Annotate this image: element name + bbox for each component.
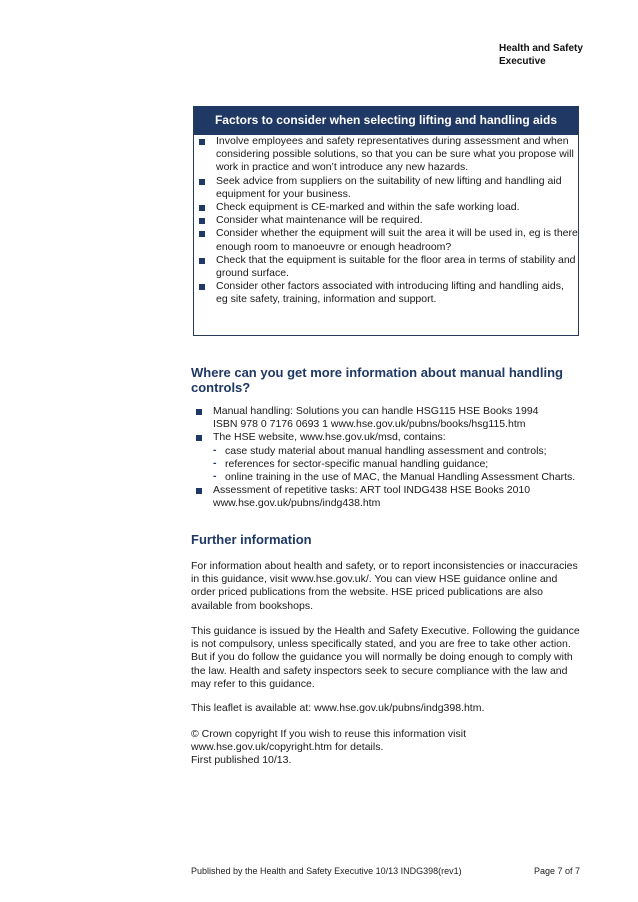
website-contents-item: - online training in the use of MAC, the Manual Handling Assessment Charts. xyxy=(213,471,591,484)
organisation-name-line1: Health and Safety xyxy=(499,43,583,54)
more-info-list xyxy=(191,405,591,511)
factors-list-item: Consider whether the equipment will suit the area it will be used in, eg is there enough room to manoeuvre or enough headroom? xyxy=(194,227,578,253)
more-info-item-art-tool xyxy=(191,484,591,510)
factors-list-item: Check that the equipment is suitable for the floor area in terms of stability and ground surface. xyxy=(194,254,578,280)
organisation-name xyxy=(499,42,583,68)
factors-list-item: Consider what maintenance will be required. xyxy=(194,214,578,227)
hsg115-title: Manual handling: Solutions you can handle HSG115 HSE Books 1994 xyxy=(213,405,539,417)
hsg115-isbn-link[interactable]: ISBN 978 0 7176 0693 1 www.hse.gov.uk/pubns/books/hsg115.htm xyxy=(213,418,526,431)
factors-box xyxy=(193,106,579,336)
page-number: Page 7 of 7 xyxy=(533,866,580,876)
guidance-status-paragraph: This guidance is issued by the Health and Safety Executive. Following the guidance is not compulsory, unless specifically stated, and you are free to take other action. But if you do follow the guidance you will normally be doing enough to comply with the law. Health and safety inspectors seek to secure compliance with the law and may refer to this guidance. xyxy=(191,625,580,690)
website-contents-list xyxy=(213,445,591,485)
publisher-info: Published by the Health and Safety Executive 10/13 INDG398(rev1) xyxy=(191,866,462,876)
factors-box-title: Factors to consider when selecting lifting and handling aids xyxy=(194,106,578,135)
art-tool-title: Assessment of repetitive tasks: ART tool INDG438 HSE Books 2010 xyxy=(213,484,531,497)
organisation-name-line2: Executive xyxy=(499,56,546,67)
page-footer xyxy=(191,866,580,876)
website-contents-item: - case study material about manual handling assessment and controls; xyxy=(213,445,591,458)
website-contents-item: - references for sector-specific manual handling guidance; xyxy=(213,458,591,471)
leaflet-availability-paragraph: This leaflet is available at: www.hse.gov.uk/pubns/indg398.htm. xyxy=(191,702,485,714)
more-info-heading: Where can you get more information about manual handling controls? xyxy=(191,365,563,395)
hse-website-text: The HSE website, www.hse.gov.uk/msd, contains: xyxy=(213,431,446,444)
factors-list xyxy=(194,135,578,307)
art-tool-link[interactable]: www.hse.gov.uk/pubns/indg438.htm xyxy=(213,497,381,510)
copyright-link[interactable]: www.hse.gov.uk/copyright.htm for details. xyxy=(191,741,384,754)
copyright-line: © Crown copyright If you wish to reuse this information visit xyxy=(191,728,467,740)
factors-list-item: Involve employees and safety representatives during assessment and when considering possible solutions, so that you can be sure what you propose will work in practice and won’t introduce any new hazards. xyxy=(194,135,578,175)
factors-list-item: Seek advice from suppliers on the suitability of new lifting and handling aid equipment for your business. xyxy=(194,175,578,201)
factors-list-item: Consider other factors associated with introducing lifting and handling aids, eg site safety, training, information and support. xyxy=(194,280,578,306)
factors-list-item: Check equipment is CE-marked and within the safe working load. xyxy=(194,201,578,214)
further-info-heading: Further information xyxy=(191,532,312,547)
more-info-item-website xyxy=(191,431,591,484)
copyright-paragraph xyxy=(191,728,581,768)
first-published-line: First published 10/13. xyxy=(191,754,292,767)
more-info-item-hsg115 xyxy=(191,405,591,431)
further-info-paragraph: For information about health and safety, or to report inconsistencies or inaccuracies in this guidance, visit www.hse.gov.uk/. You can view HSE guidance online and order priced publications from the website. HSE priced publications are also available from bookshops. xyxy=(191,560,578,612)
